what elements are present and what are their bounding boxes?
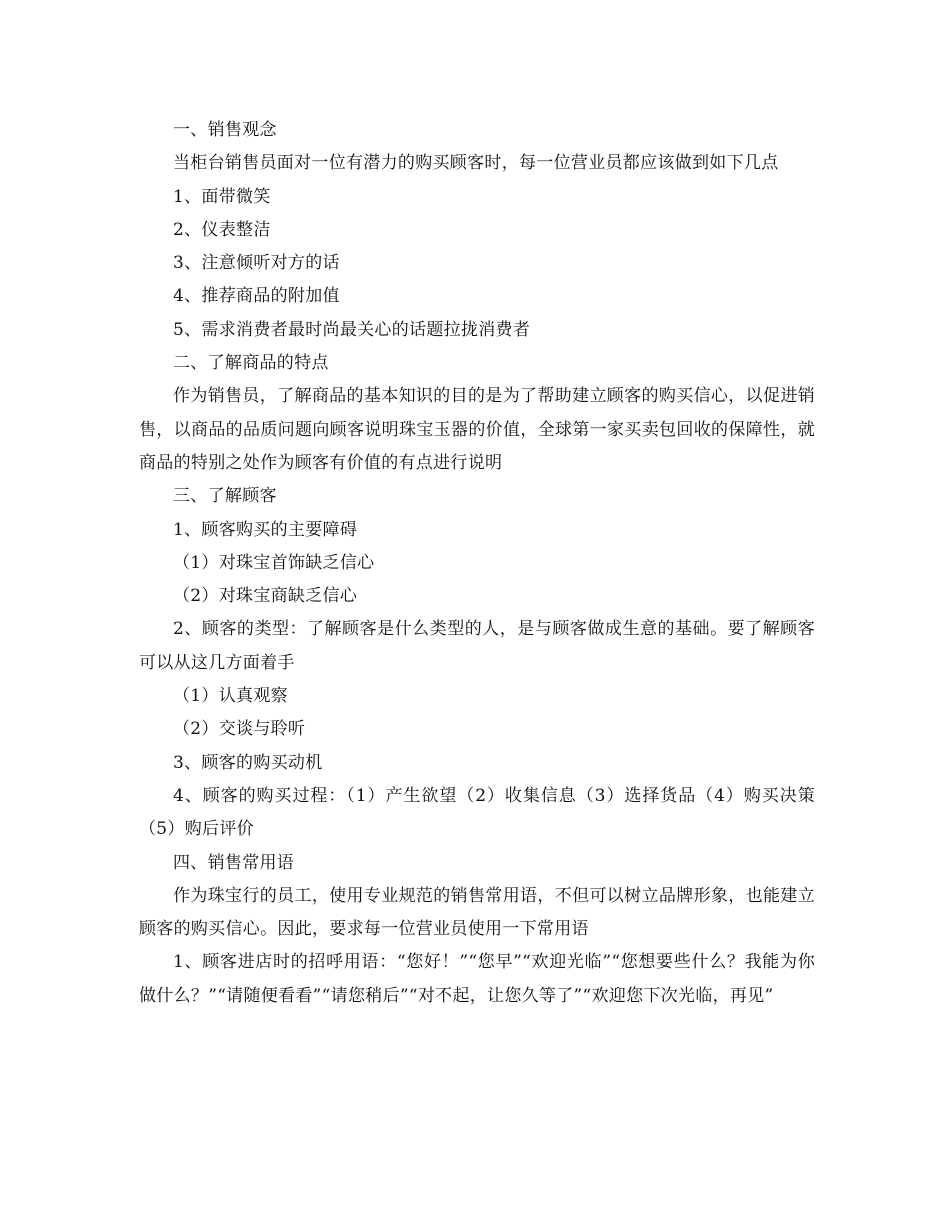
list-item: 3、注意倾听对方的话	[173, 253, 340, 274]
list-item: 3、顾客的购买动机	[173, 752, 323, 773]
section-heading-understand-customers: 三、了解顾客	[173, 486, 277, 507]
sub-list-item: （1）对珠宝首饰缺乏信心	[173, 552, 375, 573]
list-item: 2、顾客的类型：了解顾客是什么类型的人，是与顾客做成生意的基础。要了解顾客可以从这几方面着手	[139, 619, 815, 673]
body-paragraph: 作为珠宝行的员工，使用专业规范的销售常用语，不但可以树立品牌形象，也能建立顾客的购买信心。因此，要求每一位营业员使用一下常用语	[139, 885, 815, 940]
sub-list-item: （2）交谈与聆听	[173, 719, 306, 740]
section-heading-sales-phrases: 四、销售常用语	[173, 852, 295, 873]
body-paragraph: 作为销售员，了解商品的基本知识的目的是为了帮助建立顾客的购买信心，以促进销售，以商品的品质问题向顾客说明珠宝玉器的价值，全球第一家买卖包回收的保障性，就商品的特别之处作为顾客有价值的有点进行说明	[139, 386, 815, 473]
body-paragraph: 当柜台销售员面对一位有潜力的购买顾客时，每一位营业员都应该做到如下几点	[173, 153, 779, 174]
list-item: 1、顾客进店时的招呼用语：“您好！”“您早”“欢迎光临”“您想要些什么？我能为你做什么？”“请随便看看”“请您稍后”“对不起，让您久等了”“欢迎您下次光临，再见”	[139, 952, 815, 1006]
section-heading-sales-concept: 一、销售观念	[173, 120, 277, 140]
list-item: 4、推荐商品的附加值	[173, 286, 340, 307]
list-item: 4、顾客的购买过程：（1）产生欲望（2）收集信息（3）选择货品（4）购买决策（5）购后评价	[139, 785, 815, 840]
section-heading-product-features: 二、了解商品的特点	[173, 353, 329, 374]
document-body	[139, 114, 815, 1013]
sub-list-item: （1）认真观察	[173, 686, 288, 707]
list-item: 1、面带微笑	[173, 186, 271, 207]
list-item: 1、顾客购买的主要障碍	[173, 519, 358, 540]
sub-list-item: （2）对珠宝商缺乏信心	[173, 586, 358, 607]
list-item: 2、仪表整洁	[173, 219, 271, 240]
list-item: 5、需求消费者最时尚最关心的话题拉拢消费者	[173, 319, 531, 340]
